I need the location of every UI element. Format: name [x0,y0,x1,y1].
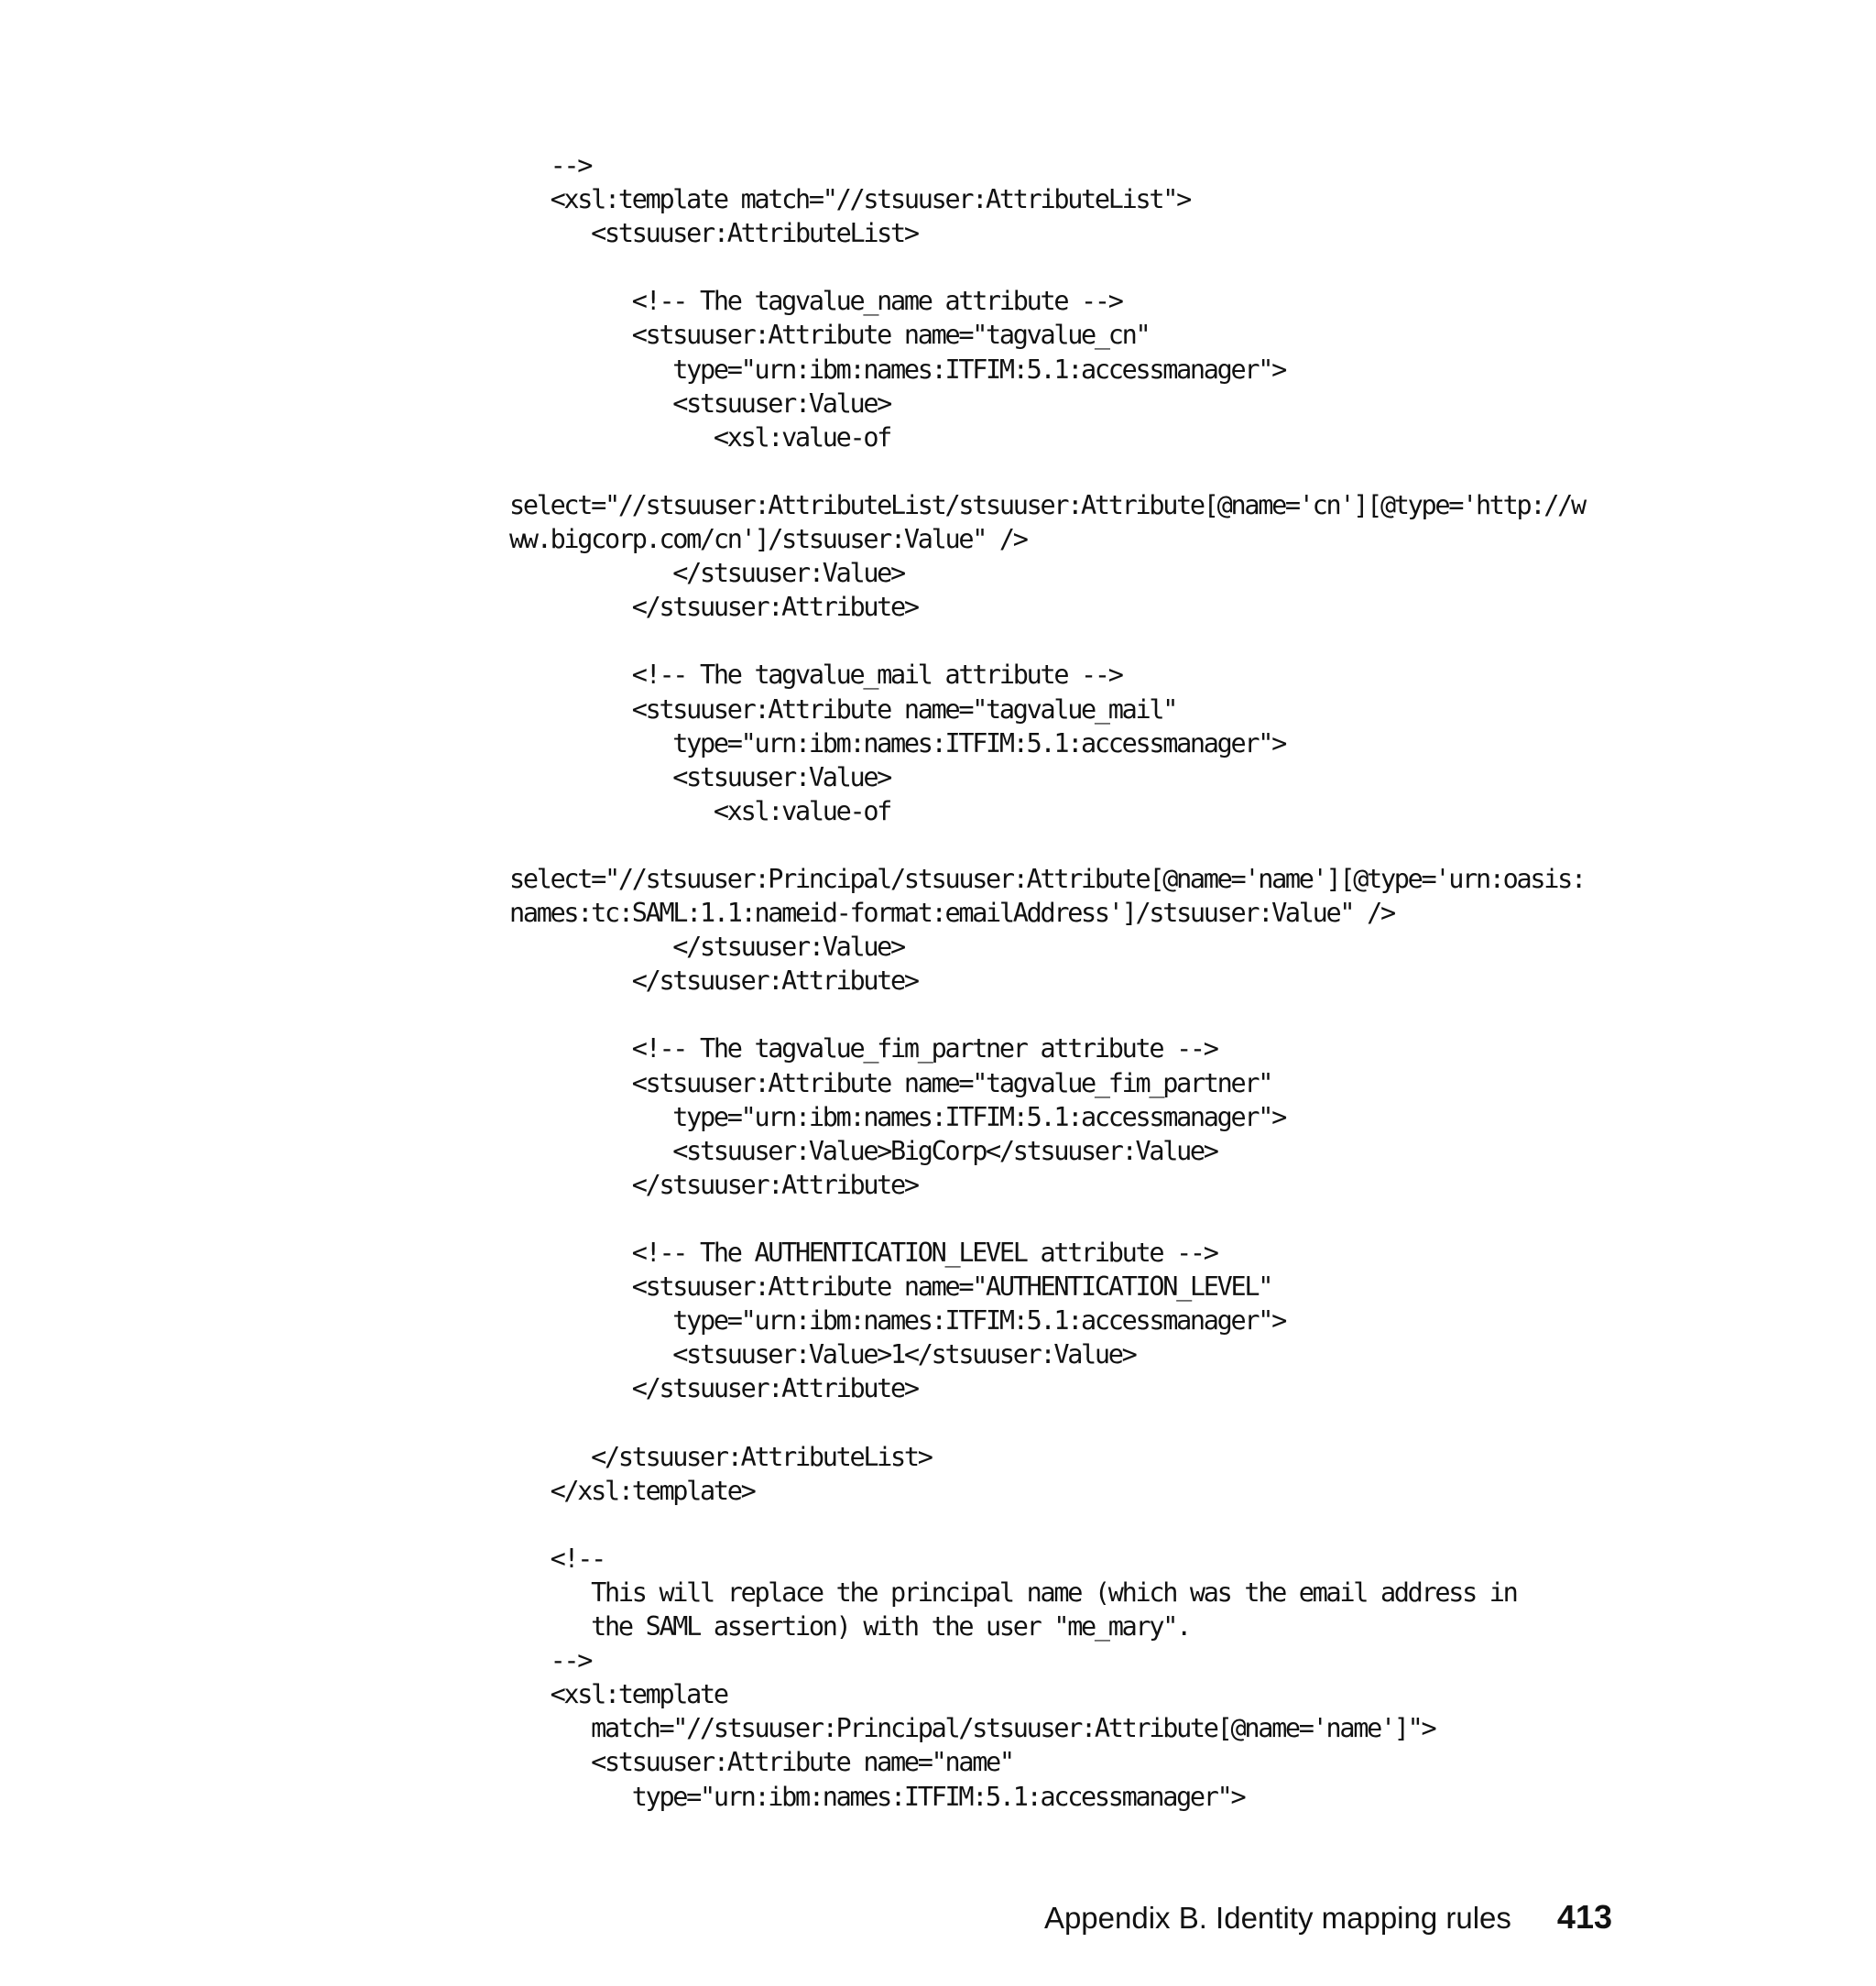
code-line: <stsuuser:Attribute name="tagvalue_fim_partner" [509,1067,1272,1098]
running-footer-title: Appendix B. Identity mapping rules [1043,1901,1511,1935]
code-line: names:tc:SAML:1.1:nameid-format:emailAddress']/stsuuser:Value" /> [509,898,1394,929]
code-line: type="urn:ibm:names:ITFIM:5.1:accessmanager"> [509,1101,1285,1132]
code-line: </stsuuser:AttributeList> [509,1441,932,1472]
code-line: --> [509,150,592,180]
code-line: </stsuuser:Attribute> [509,1169,918,1200]
code-line: select="//stsuuser:AttributeList/stsuuser:Attribute[@name='cn'][@type='http://w [509,489,1585,520]
code-line: <!-- The tagvalue_name attribute --> [509,286,1122,317]
code-line: <stsuuser:Value> [509,761,891,792]
code-line: </stsuuser:Attribute> [509,1373,918,1404]
code-line: match="//stsuuser:Principal/stsuuser:Attribute[@name='name']"> [509,1713,1435,1744]
code-line: <stsuuser:Attribute name="tagvalue_cn" [509,320,1150,351]
code-line: <stsuuser:Attribute name="name" [509,1747,1013,1778]
code-line: the SAML assertion) with the user "me_mary". [509,1611,1190,1642]
code-line: type="urn:ibm:names:ITFIM:5.1:accessmanager"> [509,1781,1245,1812]
code-line: <!-- The tagvalue_fim_partner attribute --> [509,1033,1217,1064]
code-line [509,454,1636,488]
code-line: <!-- [509,1543,605,1574]
code-line [509,1405,1636,1439]
code-line: type="urn:ibm:names:ITFIM:5.1:accessmanager"> [509,727,1285,758]
code-line: <stsuuser:Value>BigCorp</stsuuser:Value> [509,1135,1217,1166]
code-line: <stsuuser:Attribute name="AUTHENTICATION_LEVEL" [509,1271,1272,1303]
code-line: </stsuuser:Attribute> [509,592,918,623]
code-line: </stsuuser:Value> [509,558,904,589]
code-line [509,250,1636,284]
code-line: type="urn:ibm:names:ITFIM:5.1:accessmanager"> [509,354,1285,385]
code-line: <stsuuser:Value>1</stsuuser:Value> [509,1339,1136,1370]
code-line [509,1202,1636,1236]
code-line: <stsuuser:Value> [509,387,891,419]
code-line [509,828,1636,862]
code-line: select="//stsuuser:Principal/stsuuser:Attribute[@name='name'][@type='urn:oasis: [509,863,1585,894]
code-line: --> [509,1645,592,1676]
code-line: <!-- The AUTHENTICATION_LEVEL attribute --> [509,1238,1217,1268]
code-line: type="urn:ibm:names:ITFIM:5.1:accessmanager"> [509,1305,1285,1337]
code-line [509,624,1636,658]
code-line: This will replace the principal name (which was the email address in [509,1577,1517,1608]
page-number: 413 [1556,1898,1612,1936]
code-line: ww.bigcorp.com/cn']/stsuuser:Value" /> [509,524,1027,555]
code-line: </stsuuser:Value> [509,932,904,963]
code-line: <xsl:value-of [509,795,891,826]
code-line: </xsl:template> [509,1475,755,1506]
code-line: <stsuuser:AttributeList> [509,218,918,249]
code-line: <xsl:template [509,1679,727,1710]
code-line [509,1508,1636,1542]
code-line: <stsuuser:Attribute name="tagvalue_mail" [509,693,1177,725]
code-line: <!-- The tagvalue_mail attribute --> [509,660,1122,691]
code-line [509,998,1636,1031]
page-footer [1044,1898,1612,1942]
code-listing [509,148,1636,1814]
code-line: <xsl:value-of [509,421,891,453]
code-line: </stsuuser:Attribute> [509,966,918,997]
code-line: <xsl:template match="//stsuuser:AttributeList"> [509,184,1190,215]
